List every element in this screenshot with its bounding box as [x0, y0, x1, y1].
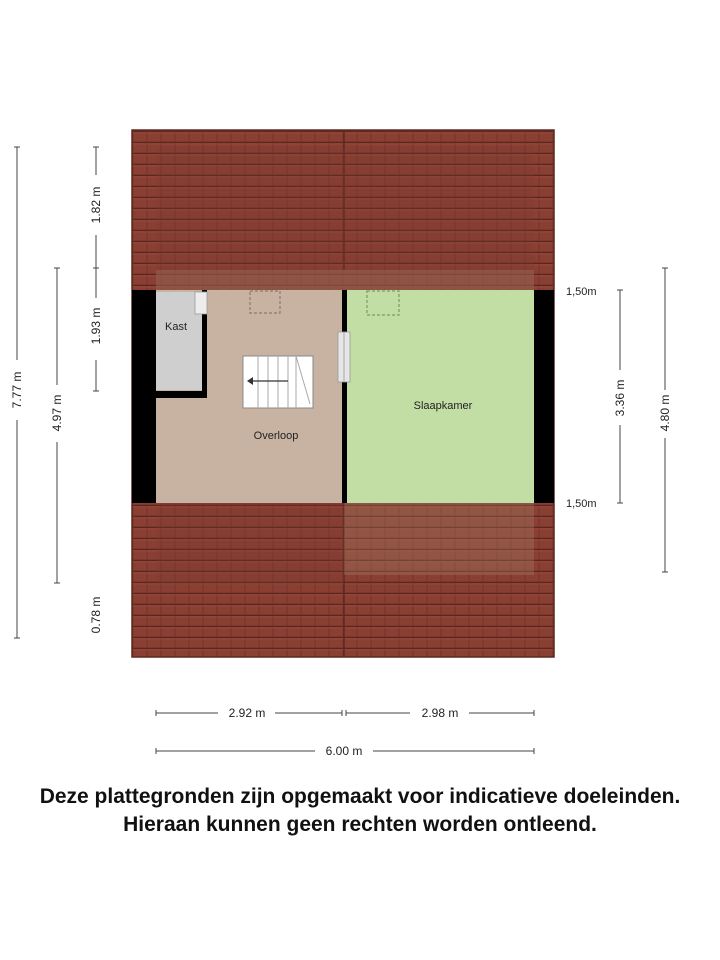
room-label-slaapkamer: Slaapkamer	[413, 400, 473, 412]
kast-door	[195, 292, 207, 314]
disclaimer-line-1: Deze plattegronden zijn opgemaakt voor indicatieve doeleinden.	[39, 785, 681, 808]
dim-width-total: 6.00 m	[325, 744, 363, 758]
dim-left-inner-height: 4.97 m	[50, 394, 64, 432]
roof-eave	[156, 270, 534, 290]
dim-top-roof: 1.82 m	[89, 186, 103, 224]
roof-overlay	[156, 503, 344, 585]
dim-knee-bottom: 1,50m	[566, 498, 597, 510]
dim-width-right: 2.98 m	[421, 706, 459, 720]
dim-knee-top: 1,50m	[566, 286, 597, 298]
slaapkamer-floor	[346, 290, 534, 503]
kast-wall	[156, 391, 207, 398]
dim-bottom-roof: 0.78 m	[89, 596, 103, 634]
roof-overlay	[156, 147, 534, 270]
room-label-kast: Kast	[165, 321, 188, 333]
dim-slaapkamer-depth: 3.36 m	[613, 379, 627, 417]
dim-width-left: 2.92 m	[228, 706, 266, 720]
left-wall	[132, 290, 156, 503]
roof-overlay	[344, 503, 534, 575]
center-wall	[342, 290, 347, 503]
dim-right-total: 4.80 m	[658, 394, 672, 432]
right-wall	[534, 290, 554, 503]
dim-total-height: 7.77 m	[10, 371, 24, 409]
staircase	[243, 356, 313, 408]
disclaimer-line-2: Hieraan kunnen geen rechten worden ontleend.	[123, 813, 597, 836]
dim-stair-section: 1.93 m	[89, 307, 103, 345]
room-label-overloop: Overloop	[253, 430, 299, 442]
